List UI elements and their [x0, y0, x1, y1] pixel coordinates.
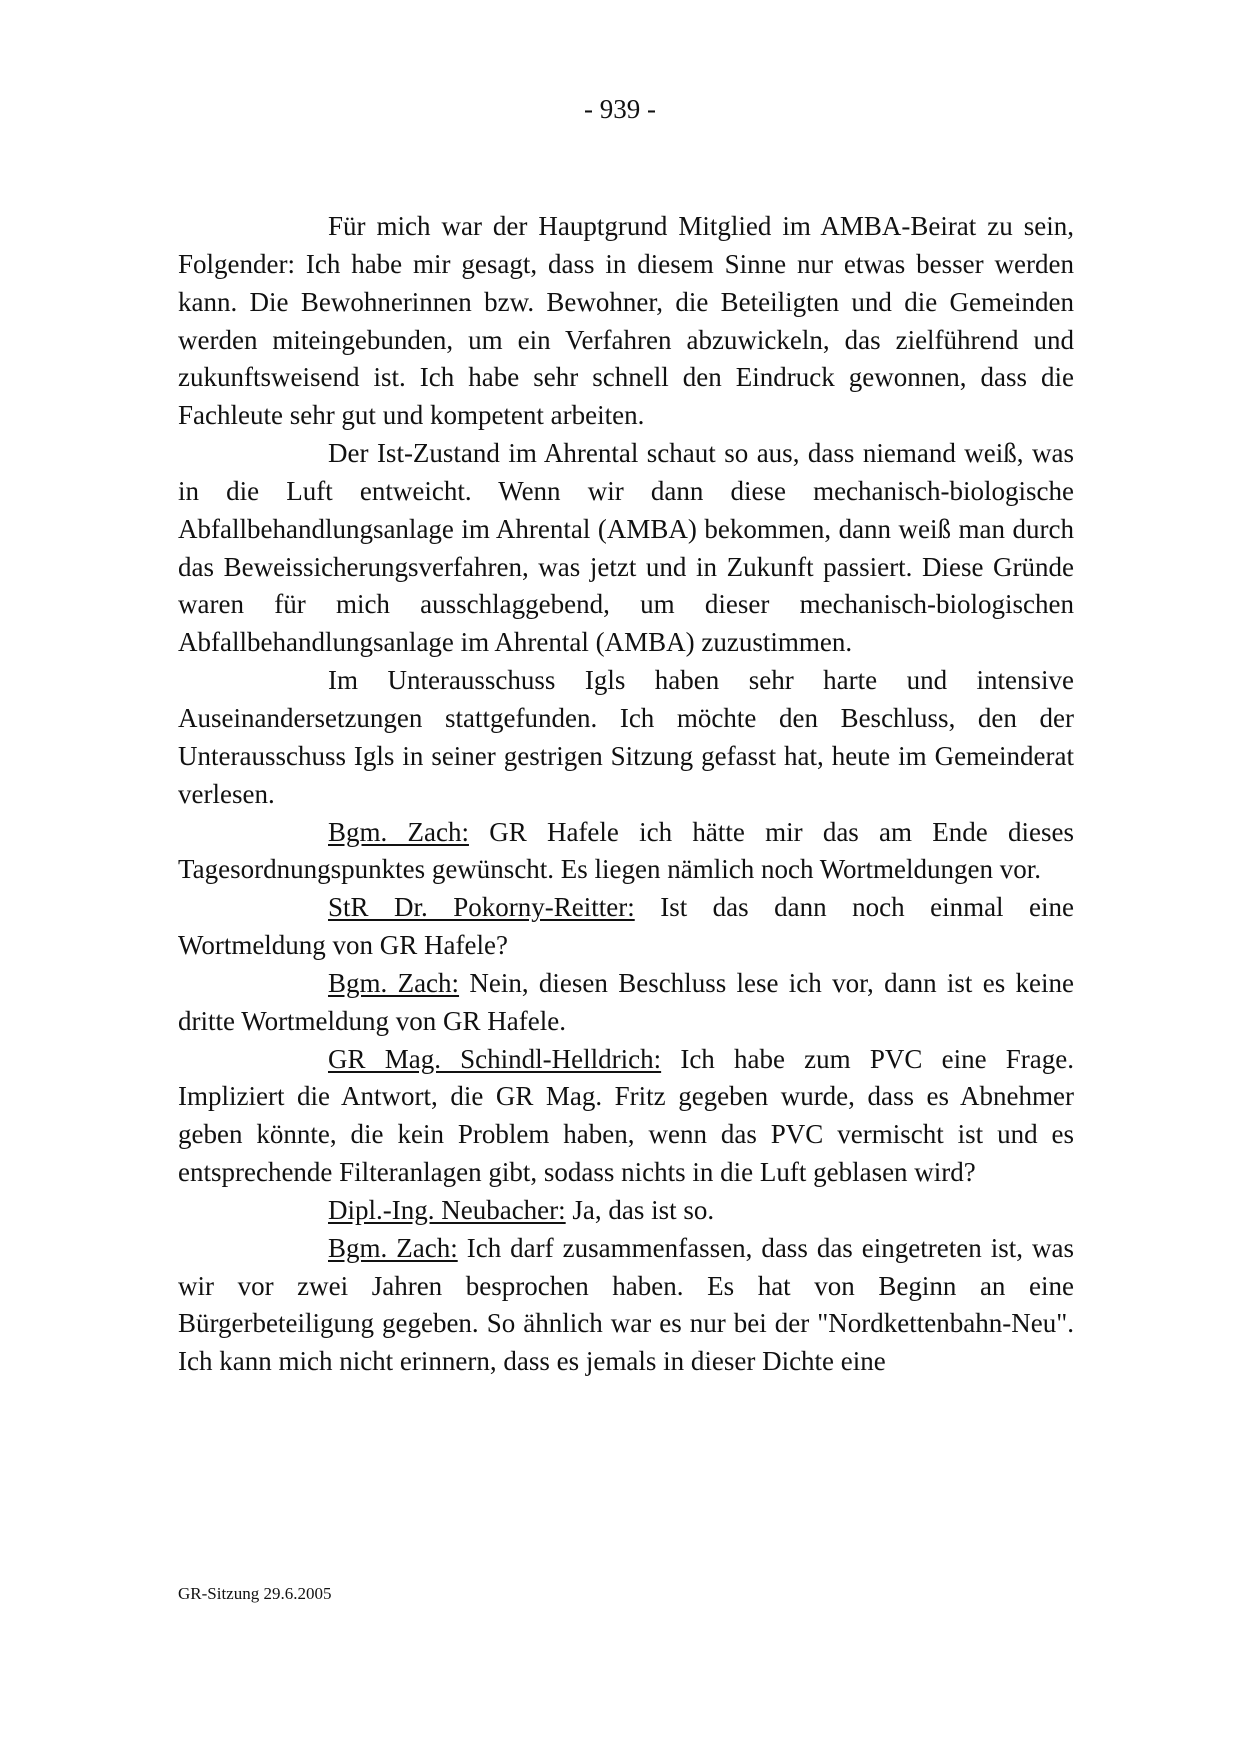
paragraph-text: Ich darf zusammenfassen, dass das eingetreten ist, was wir vor zwei Jahren besprochen haben. Es hat von Beginn an eine Bürgerbeteiligung gegeben. So ähnlich war es nur bei der "Nordkettenbahn-Neu". Ich kann mich nicht erinnern, dass es jemals in dieser Dichte eine [178, 1232, 1074, 1377]
paragraph [178, 208, 1074, 435]
speaker-name: GR Mag. Schindl-Helldrich: [328, 1043, 662, 1074]
paragraph [178, 814, 1074, 890]
speaker-name: Bgm. Zach: [328, 816, 469, 847]
paragraph [178, 435, 1074, 662]
speaker-name: Bgm. Zach: [328, 1232, 458, 1263]
paragraph-text: Ja, das ist so. [565, 1194, 715, 1225]
paragraph-text: Ist das dann noch einmal eine Wortmeldung von GR Hafele? [178, 892, 1075, 961]
paragraph [178, 889, 1074, 965]
paragraph [178, 662, 1074, 813]
footer-session-label: GR-Sitzung 29.6.2005 [178, 1584, 332, 1603]
paragraph-text: Für mich war der Hauptgrund Mitglied im AMBA-Beirat zu sein, Folgender: Ich habe mir gesagt, dass in diesem Sinne nur etwas besser werden kann. Die Bewohnerinnen bzw. Bewohner, die Beteiligten und die Gemeinden werden miteingebunden, um ein Verfahren abzuwickeln, das zielführend und zukunftsweisend ist. Ich habe sehr schnell den Eindruck gewonnen, dass die Fachleute sehr gut und kompetent arbeiten. [178, 211, 1074, 431]
speaker-name: Dipl.-Ing. Neubacher: [328, 1194, 566, 1225]
speaker-name: Bgm. Zach: [328, 967, 460, 998]
paragraph-text: Ich habe zum PVC eine Frage. Impliziert die Antwort, die GR Mag. Fritz gegeben wurde, dass es Abnehmer geben könnte, die kein Problem haben, wenn das PVC vermischt ist und es entsprechende Filteranlagen gibt, sodass nichts in die Luft geblasen wird? [178, 1043, 1074, 1188]
speaker-name: StR Dr. Pokorny-Reitter: [328, 892, 635, 923]
paragraph-text: Der Ist-Zustand im Ahrental schaut so aus, dass niemand weiß, was in die Luft entweicht. Wenn wir dann diese mechanisch-biologische Abfallbehandlungsanlage im Ahrental (AMBA) bekommen, dann weiß man durch das Beweissicherungsverfahren, was jetzt und in Zukunft passiert. Diese Gründe waren für mich ausschlaggebend, um dieser mechanisch-biologischen Abfallbehandlungsanlage im Ahrental (AMBA) zuzustimmen. [178, 438, 1074, 658]
paragraph-text: GR Hafele ich hätte mir das am Ende dieses Tagesordnungspunktes gewünscht. Es liegen nämlich noch Wortmeldungen vor. [178, 816, 1074, 885]
page-number: - 939 - [584, 94, 656, 124]
paragraph-text: Im Unterausschuss Igls haben sehr harte und intensive Auseinandersetzungen stattgefunden. Ich möchte den Beschluss, den der Unterausschuss Igls in seiner gestrigen Sitzung gefasst hat, heute im Gemeinderat verlesen. [178, 665, 1074, 809]
paragraph-text: Nein, diesen Beschluss lese ich vor, dann ist es keine dritte Wortmeldung von GR Hafele. [178, 967, 1074, 1036]
paragraph [178, 965, 1074, 1041]
document-body [178, 208, 1074, 1381]
paragraph [178, 1230, 1074, 1381]
paragraph [178, 1041, 1074, 1192]
paragraph [178, 1192, 1074, 1230]
